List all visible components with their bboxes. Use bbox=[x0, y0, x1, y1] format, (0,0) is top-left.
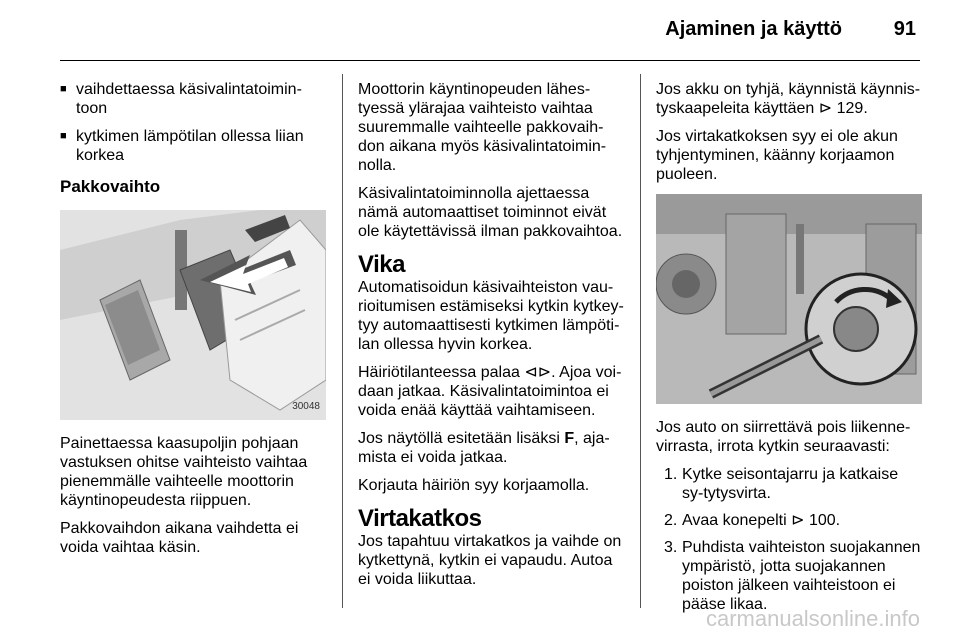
text-run: Jos näytöllä esitetään lisäksi bbox=[358, 430, 565, 447]
step-number: 1. bbox=[664, 466, 678, 483]
section-heading-vika: Vika bbox=[358, 251, 405, 278]
column-divider bbox=[640, 74, 641, 608]
paragraph: Jos tapahtuu virtakatkos ja vaihde on kytkettynä, kytkin ei vapaudu. Autoa ei voida liikuttaa. bbox=[358, 533, 622, 588]
watermark: carmanualsonline.info bbox=[705, 606, 920, 631]
paragraph: Häiriötilanteessa palaa ⊲⊳. Ajoa voi-daan jatkaa. Käsivalintatoimintoa ei voida enää käyttää vaihtamiseen. bbox=[358, 364, 622, 419]
column-2 bbox=[358, 80, 624, 598]
paragraph: Käsivalintatoiminnolla ajettaessa nämä automaattiset toiminnot eivät ole käytettävissä ilman pakkovaihtoa. bbox=[358, 185, 623, 240]
step-text: Avaa konepelti ⊳ 100. bbox=[682, 512, 841, 529]
kickdown-pedal-figure bbox=[60, 210, 326, 420]
display-symbol-f: F bbox=[564, 430, 575, 447]
header-title: Ajaminen ja käyttö bbox=[665, 18, 842, 40]
step-text: Puhdista vaihteiston suojakannen ympäristö, jotta suojakannen poiston jälkeen vaihteistoon ei pääse likaa. bbox=[682, 539, 921, 613]
pedal-illustration bbox=[60, 210, 326, 420]
section-heading-virtakatkos: Virtakatkos bbox=[358, 505, 482, 532]
paragraph: Jos virtakatkoksen syy ei ole akun tyhjentyminen, käänny korjaamon puoleen. bbox=[656, 128, 898, 183]
list-item bbox=[656, 511, 922, 530]
transmission-figure bbox=[656, 194, 922, 404]
list-item bbox=[656, 538, 922, 614]
paragraph: Automatisoidun käsivaihteiston vau-rioitumisen estämiseksi kytkin kytkey-tyy automaattisesti kytkimen lämpöti-lan ollessa hyvin korkea. bbox=[358, 279, 624, 353]
step-number: 3. bbox=[664, 539, 678, 556]
header-rule bbox=[60, 60, 920, 61]
engine-bay-illustration bbox=[656, 194, 922, 404]
paragraph bbox=[358, 429, 624, 467]
step-text: Kytke seisontajarru ja katkaise sy-tytysvirta. bbox=[682, 466, 899, 502]
paragraph: Pakkovaihdon aikana vaihdetta ei voida vaihtaa käsin. bbox=[60, 520, 299, 556]
list-item bbox=[656, 465, 922, 503]
step-number: 2. bbox=[664, 512, 678, 529]
section-heading-pakkovaihto: Pakkovaihto bbox=[60, 177, 161, 196]
page-number: 91 bbox=[893, 18, 916, 40]
paragraph: Jos akku on tyhjä, käynnistä käynnis-tyskaapeleita käyttäen ⊳ 129. bbox=[656, 81, 921, 117]
paragraph: Jos auto on siirrettävä pois liikenne-virrasta, irrota kytkin seuraavasti: bbox=[656, 419, 911, 455]
paragraph: Korjauta häiriön syy korjaamolla. bbox=[358, 477, 590, 494]
page-header bbox=[0, 0, 960, 60]
column-divider bbox=[342, 74, 343, 608]
column-3 bbox=[656, 80, 922, 622]
text-run: , aja-mista ei voida jatkaa. bbox=[358, 430, 610, 466]
paragraph: Painettaessa kaasupoljin pohjaan vastuksen ohitse vaihteisto vaihtaa pienemmälle vaihteelle moottorin käyntinopeudesta riippuen. bbox=[60, 435, 308, 509]
bullet-item: ■ vaihdettaessa käsivalintatoimin-toon bbox=[60, 80, 326, 118]
bullet-item: ■ kytkimen lämpötilan ollessa liian korkea bbox=[60, 127, 326, 165]
figure-code: 30048 bbox=[292, 401, 320, 412]
column-1 bbox=[60, 80, 326, 566]
paragraph: Moottorin käyntinopeuden lähes-tyessä ylärajaa vaihteisto vaihtaa suuremmalle vaihteelle pakkovaih-don aikana myös käsivalintatoimin-nolla. bbox=[358, 81, 607, 174]
